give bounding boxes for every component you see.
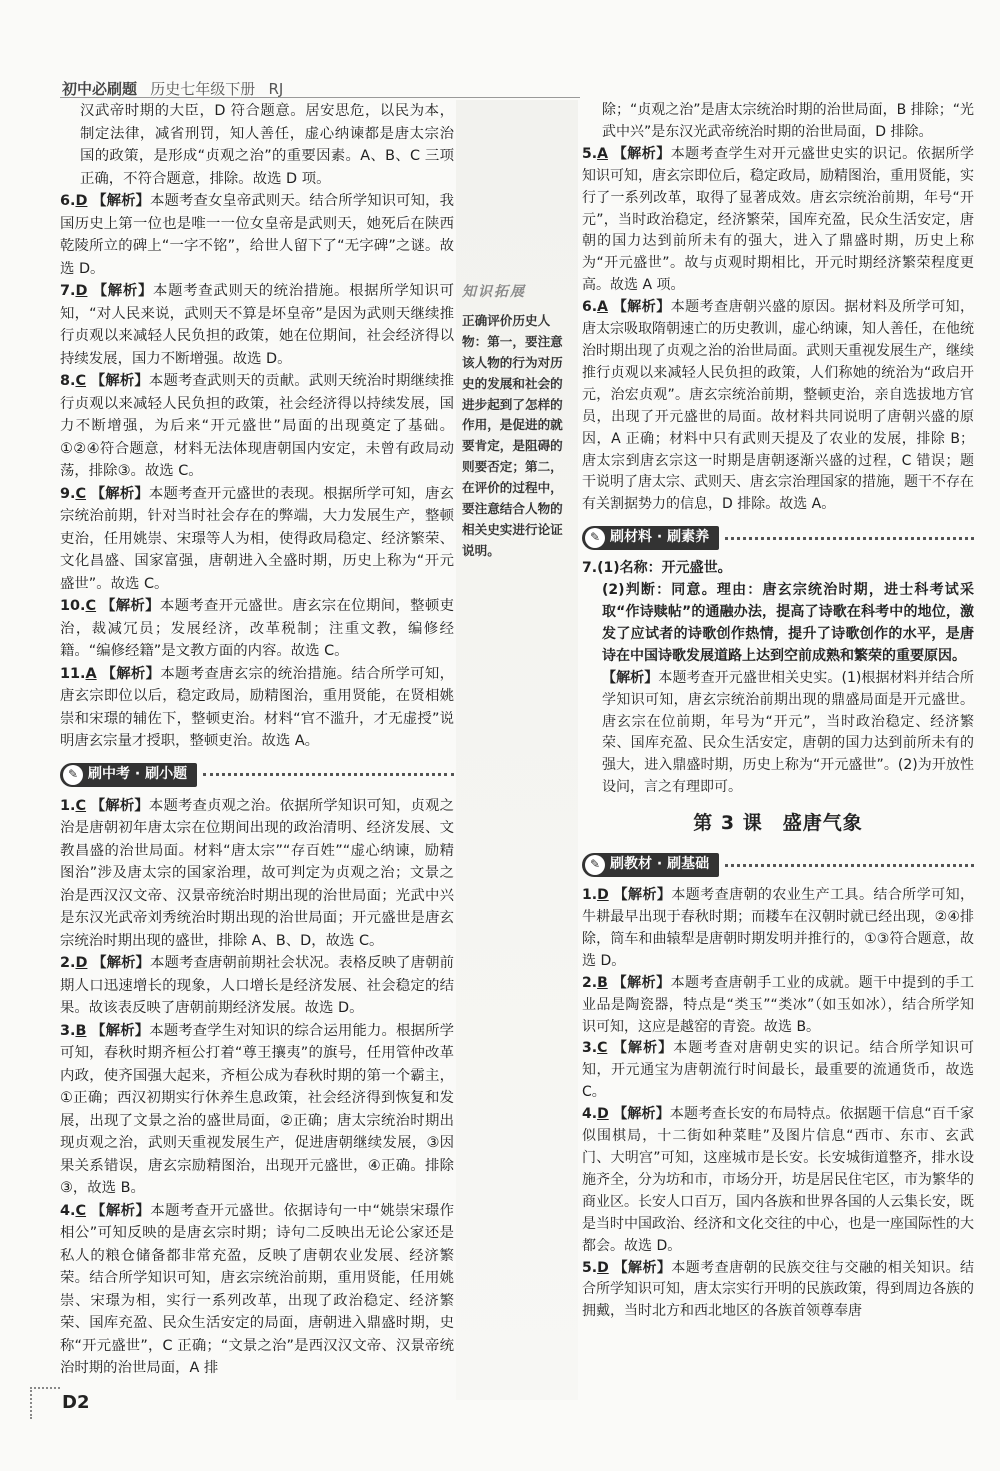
answer-item xyxy=(60,952,454,1020)
analysis-tag: 【解析】 xyxy=(612,1040,674,1057)
answer-letter: A xyxy=(597,299,608,316)
analysis-tag: 【解析】 xyxy=(612,145,671,162)
analysis-text: 本题考查贞观之治。依据所学知识可知，贞观之治是唐朝初年唐太宗在位期间出现的政治清明、经济发展、文教昌盛的治世局面。材料“唐太宗”“存百姓”“虚心纳谏，励精图治”涉及唐太宗的国家治理，故可判定为贞观之治；文景之治是西汉汉文帝、汉景帝统治时期出现的治世局面；光武中兴是东汉光武帝刘秀统治时期出现的治世局面；开元盛世是唐玄宗统治时期出现的盛世，排除 A、B、D，故选 C。 xyxy=(60,797,454,949)
banner-label: 刷教材 · 刷基础 xyxy=(610,856,710,873)
answer-letter: C xyxy=(75,485,87,502)
answer-letter: D xyxy=(597,887,609,904)
answer-item xyxy=(582,144,974,297)
answer-item xyxy=(582,1258,974,1324)
brush-icon: ✎ xyxy=(585,855,605,875)
answer-letter: D xyxy=(597,1259,609,1276)
answer-letter: C xyxy=(85,598,97,614)
banner-badge xyxy=(582,853,719,877)
brush-icon: ✎ xyxy=(585,528,605,548)
analysis-text: 本题考查开元盛世相关史实。(1)根据材料并结合所学知识可知，唐玄宗统治前期出现的鼎盛局面是开元盛世。唐玄宗在位前期，年号为“开元”，当时政治稳定、经济繁荣、国库充盈、民众生活安定，唐朝的国力达到前所未有的强大，进入鼎盛时期，历史上称为“开元盛世”。(2)为开放性设问，言之有理即可。 xyxy=(602,669,975,796)
analysis-text: 本题考查学生对知识的综合运用能力。根据所学可知，春秋时期齐桓公打着“尊王攘夷”的旗号，任用管仲改革内政，使齐国强大起来，齐桓公成为春秋时期的第一个霸主，①正确；西汉初期实行休养生息政策，社会经济得到恢复和发展，出现了文景之治的盛世局面，②正确；唐太宗统治时期出现贞观之治，武则天重视发展生产，促进唐朝继续发展，③因果关系错误，唐玄宗励精图治，出现开元盛世，④正确。排除③，故选 B。 xyxy=(60,1022,454,1196)
question-number: 1. xyxy=(60,797,76,814)
analysis-tag: 【解析】 xyxy=(101,665,161,682)
question-number: 8. xyxy=(60,373,76,389)
sidebar-text: 正确评价历史人物：第一，要注意该人物的行为对历史的发展和社会的进步起到了怎样的作用，是促进的就要肯定，是阻碍的则要否定；第二，在评价的过程中，要注意结合人物的相关史实进行论证说明。 xyxy=(462,312,563,558)
analysis-tag: 【解析】 xyxy=(100,598,160,614)
answer-letter: C xyxy=(597,1040,608,1057)
question-number: 1. xyxy=(582,887,598,904)
question-number: 4. xyxy=(60,1202,76,1219)
banner-badge xyxy=(582,526,719,550)
answer-item xyxy=(60,1020,454,1200)
continued-text: 汉武帝时期的大臣，D 符合题意。居安思危，以民为本，制定法律，减省刑罚，知人善任，虚心纳谏都是唐太宗治国的政策，是形成“贞观之治”的重要因素。A、B、C 三项正确，不符合题意，排除。故选 D 项。 xyxy=(80,103,454,187)
answer-letter: A xyxy=(85,665,97,682)
answer-letter: D xyxy=(75,955,88,971)
analysis-tag: 【解析】 xyxy=(92,283,154,299)
analysis-text: 本题考查开元盛世的表现。根据所学可知，唐玄宗统治前期，针对当时社会存在的弊端，大力发展生产，整顿吏治，任用姚崇、宋璟等人为相，使得政局稳定、经济繁荣、文化昌盛、国家富强，唐朝进入全盛时期，历史上称为“开元盛世”。故选 C。 xyxy=(60,485,454,592)
section-banner xyxy=(582,849,974,881)
analysis-tag: 【解析】 xyxy=(92,193,151,209)
knowledge-sidebar xyxy=(462,282,574,562)
answer-item-7 xyxy=(582,558,974,799)
answer-letter: D xyxy=(597,1106,609,1123)
header-edition: RJ xyxy=(268,80,284,98)
question-number: 5. xyxy=(582,1259,598,1276)
question-number: 7. xyxy=(582,560,598,577)
answer-item xyxy=(60,483,454,596)
answer-item xyxy=(60,1200,454,1380)
analysis-text: 本题考查唐朝的民族交往与交融的相关知识。结合所学知识可知，唐太宗实行开明的民族政策，得到周边各族的拥戴，当时北方和西北地区的各族首领尊奉唐 xyxy=(582,1259,975,1320)
analysis-text: 本题考查唐朝兴盛的原因。据材料及所学可知，唐太宗吸取隋朝速亡的历史教训，虚心纳谏，知人善任，在他统治时期出现了贞观之治的治世局面。武则天重视发展生产，继续推行贞观以来减轻人民负担的政策，人们称她的统治为“政启开元，治宏贞观”。唐玄宗统治前期，整顿吏治，亲自选拔地方官员，出现了开元盛世的局面。故材料共同说明了唐朝兴盛的原因，A 正确；材料中只有武则天提及了农业的发展，排除 B；唐太宗到唐玄宗这一时期是唐朝逐渐兴盛的过程，C 错误；题干说明了唐太宗、武则天、唐玄宗治理国家的措施，题干不存在有关割据势力的信息，D 排除。故选 A。 xyxy=(582,299,975,513)
question-number: 3. xyxy=(582,1040,598,1057)
continued-text: 除；“贞观之治”是唐太宗统治时期的治世局面，B 排除；“光武中兴”是东汉光武帝统治时期的治世局面，D 排除。 xyxy=(602,102,974,140)
answer-item xyxy=(582,885,974,973)
banner-dotted-line xyxy=(725,864,974,867)
right-column xyxy=(582,100,974,1323)
running-header xyxy=(62,78,291,99)
question-number: 6. xyxy=(60,193,76,209)
analysis-text: 本题考查开元盛世。依据诗句一中“姚崇宋璟作相公”可知反映的是唐玄宗时期；诗句二反映出无论公家还是私人的粮仓储备都非常充盈，反映了唐朝农业发展、经济繁荣。结合所学知识可知，唐玄宗统治前期，重用贤能，任用姚崇、宋璟为相，实行一系列改革，出现了政治稳定、经济繁荣、国库充盈、民众生活安定的局面，唐朝进入鼎盛时期，史称“开元盛世”，C 正确；“文景之治”是西汉汉文帝、汉景帝统治时期的治世局面，A 排 xyxy=(60,1202,454,1376)
sidebar-title: 知识拓展 xyxy=(462,284,526,300)
analysis-tag: 【解析】 xyxy=(90,373,149,389)
analysis-tag: 【解析】 xyxy=(91,1202,151,1219)
answer-item xyxy=(582,1038,974,1104)
answer-letter: C xyxy=(75,1202,87,1219)
analysis-tag: 【解析】 xyxy=(92,955,151,971)
analysis-text: 本题考查对唐朝史实的识记。结合所学知识可知，开元通宝为唐朝流行时间最长，最重要的流通货币，故选 C。 xyxy=(582,1040,975,1101)
analysis-text: 本题考查武则天的统治措施。根据所学知识可知，“对人民来说，武则天不算是坏皇帝”是因为武则天继续推行贞观以来减轻人民负担的政策，她在位期间，社会经济得以持续发展，国力不断增强。故选 D。 xyxy=(60,283,454,367)
analysis-tag: 【解析】 xyxy=(613,1259,672,1276)
answer-line xyxy=(582,558,974,580)
banner-label: 刷中考 · 刷小题 xyxy=(88,766,188,783)
question-number: 6. xyxy=(582,299,598,316)
banner-badge xyxy=(60,763,197,787)
answer-letter: C xyxy=(75,797,87,814)
analysis-text: 本题考查唐朝前期社会状况。表格反映了唐朝前期人口迅速增长的现象，人口增长是经济发展、社会稳定的结果。故该表反映了唐朝前期经济发展。故选 D。 xyxy=(60,955,454,1016)
left-column xyxy=(60,100,454,1380)
question-number: 11. xyxy=(60,665,86,682)
question-number: 9. xyxy=(60,485,76,502)
page-number: D2 xyxy=(62,1392,90,1413)
analysis-text: 本题考查女皇帝武则天。结合所学知识可知，我国历史上第一位也是唯一一位女皇帝是武则天，她死后在陕西乾陵所立的碑上“一字不铭”，给世人留下了“无字碑”之谜。故选 D。 xyxy=(60,193,454,277)
answer-item xyxy=(60,370,454,483)
answer-letter: B xyxy=(597,974,608,991)
question-number: 4. xyxy=(582,1106,598,1123)
answer-item xyxy=(582,973,974,1039)
analysis-tag: 【解析】 xyxy=(612,299,671,316)
analysis-text: 本题考查学生对开元盛世史实的识记。依据所学知识可知，唐玄宗即位后，稳定政局，励精图治，重用贤能，实行了一系列改革，取得了显著成效。唐玄宗统治前期，年号“开元”，当时政治稳定，经济繁荣，国库充盈，民众生活安定，唐朝的国力达到前所未有的强大，进入了鼎盛时期，历史上称为“开元盛世”。故与贞观时期相比，开元时期经济繁荣程度更高。故选 A 项。 xyxy=(582,145,975,294)
answer-letter: A xyxy=(597,145,608,162)
answer-item xyxy=(582,1104,974,1257)
analysis-tag: 【解析】 xyxy=(90,797,149,814)
answer-letter: C xyxy=(75,373,87,389)
answer-item xyxy=(60,663,454,753)
header-book: 初中必刷题 xyxy=(62,80,138,98)
analysis-text: 本题考查唐朝的农业生产工具。结合所学可知，牛耕最早出现于春秋时期；而耧车在汉朝时就已经出现，②④排除，筒车和曲辕犁是唐朝时期发明并推行的，①③符合题意，故选 D。 xyxy=(582,887,975,969)
header-rule xyxy=(60,97,580,98)
brush-icon: ✎ xyxy=(63,765,83,785)
analysis-tag: 【解析】 xyxy=(90,485,149,502)
analysis-text: 本题考查唐朝手工业的成就。题干中提到的手工业品是陶瓷器，特点是“类玉”“类冰”（如玉如冰），结合所学知识可知，这应是越窑的青瓷。故选 B。 xyxy=(582,974,975,1035)
header-subject: 历史七年级下册 xyxy=(150,80,256,98)
analysis-text: 本题考查长安的布局特点。依据题干信息“百千家似围棋局，十二街如种菜畦”及图片信息“西市、东市、玄武门、大明宫”可知，这座城市是长安。长安城街道整齐，排水设施齐全，分为坊和市，市场分开，坊是居民住宅区，市为繁华的商业区。长安人口百万，国内各族和世界各国的人云集长安，既是当时中国政治、经济和文化交往的中心，也是一座国际性的大都会。故选 D。 xyxy=(582,1106,974,1254)
analysis-tag: 【解析】 xyxy=(613,1106,670,1123)
question-number: 5. xyxy=(582,145,598,162)
answer-letter: D xyxy=(75,283,88,299)
answer-item xyxy=(60,595,454,663)
analysis-text: 本题考查唐玄宗的统治措施。结合所学可知，唐玄宗即位以后，稳定政局，励精图治，重用贤能，在贤相姚崇和宋璟的辅佐下，整顿吏治。材料“官不滥升，才无虚授”说明唐玄宗量才授职，整顿吏治。故选 A。 xyxy=(60,665,454,749)
analysis-tag: 【解析】 xyxy=(602,669,659,686)
analysis-tag: 【解析】 xyxy=(612,974,671,991)
analysis-text: 本题考查武则天的贡献。武则天统治时期继续推行贞观以来减轻人民负担的政策，社会经济得以持续发展，国力不断增强，为后来“开元盛世”局面的出现奠定了基础。①②④符合题意，材料无法体现唐朝国内安定，未曾有政局动荡，排除③。故选 C。 xyxy=(60,373,454,479)
banner-dotted-line xyxy=(725,537,974,540)
answer-item xyxy=(60,190,454,280)
lesson-title: 第 3 课 盛唐气象 xyxy=(693,812,863,835)
analysis-tag: 【解析】 xyxy=(613,887,672,904)
question-number: 7. xyxy=(60,283,76,299)
question-number: 2. xyxy=(60,955,76,971)
answer-letter: D xyxy=(75,193,88,209)
section-banner xyxy=(582,522,974,554)
answer-item xyxy=(582,297,974,516)
answer-item xyxy=(60,280,454,370)
section-banner xyxy=(60,759,454,791)
answer-part-1: (1)名称：开元盛世。 xyxy=(597,560,732,577)
analysis-paragraph xyxy=(582,668,974,799)
analysis-tag: 【解析】 xyxy=(91,1022,150,1039)
answer-item xyxy=(60,795,454,953)
answer-letter: B xyxy=(75,1022,87,1039)
analysis-text: 本题考查开元盛世。唐玄宗在位期间，整顿吏治，裁减冗员；发展经济，改革税制；注重文教，编修经籍。“编修经籍”是文教方面的内容。故选 C。 xyxy=(60,598,454,659)
question-number: 3. xyxy=(60,1022,76,1039)
banner-dotted-line xyxy=(203,773,454,776)
page-corner-mark xyxy=(30,1387,60,1419)
banner-label: 刷材料 · 刷素养 xyxy=(610,529,710,546)
question-number: 10. xyxy=(60,598,86,614)
question-number: 2. xyxy=(582,974,598,991)
answer-part-2: (2)判断：同意。理由：唐玄宗统治时期，进士科考试采取“作诗赎帖”的通融办法，提高了诗歌在科考中的地位，激发了应试者的诗歌创作热情，提升了诗歌创作的水平，是唐诗在中国诗歌发展道路上达到空前成熟和繁荣的重要原因。 xyxy=(602,582,974,664)
